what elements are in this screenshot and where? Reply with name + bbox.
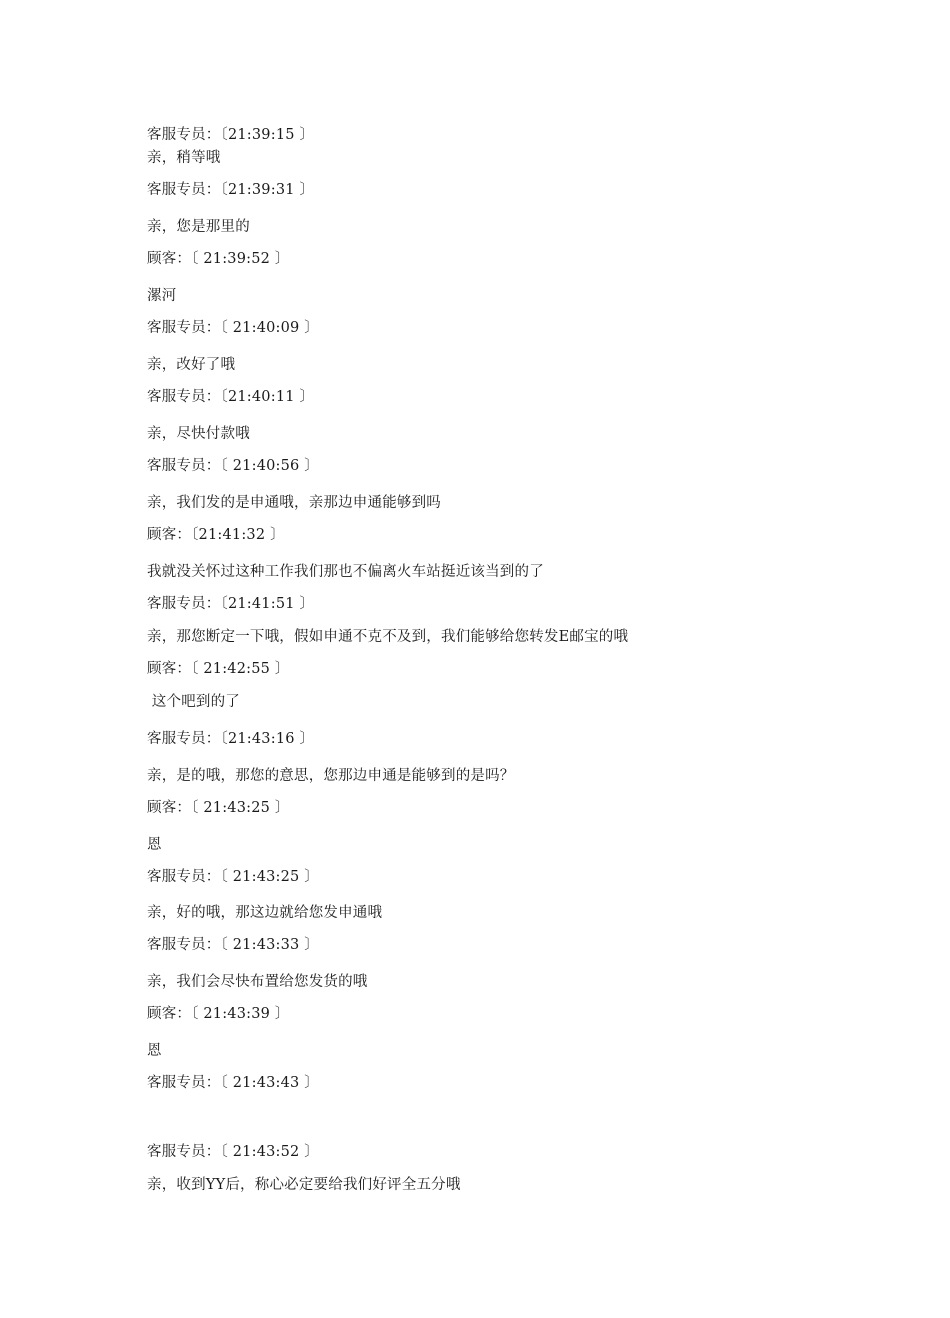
speaker-line: 客服专员：〔 21:40:56 〕 — [147, 458, 319, 474]
speaker-line: 客服专员：〔 21:40:09 〕 — [147, 320, 319, 336]
message-line: 恩 — [147, 837, 162, 853]
speaker-line: 客服专员：〔21:41:51 〕 — [147, 596, 315, 612]
speaker-line: 顾客：〔 21:43:25 〕 — [147, 800, 290, 816]
speaker-line: 客服专员：〔21:43:16 〕 — [147, 731, 315, 747]
message-line: 亲，我们发的是申通哦，亲那边申通能够到吗 — [147, 495, 441, 511]
speaker-line: 客服专员：〔21:39:31 〕 — [147, 182, 315, 198]
speaker-line: 客服专员：〔 21:43:25 〕 — [147, 869, 319, 885]
speaker-line: 顾客：〔 21:43:39 〕 — [147, 1006, 290, 1022]
message-line: 漯河 — [147, 288, 177, 304]
message-line: 我就没关怀过这种工作我们那也不偏离火车站挺近该当到的了 — [147, 564, 544, 580]
message-line: 亲，好的哦，那这边就给您发申通哦 — [147, 905, 383, 921]
speaker-line: 客服专员：〔 21:43:33 〕 — [147, 937, 319, 953]
message-line: 亲，收到YY后，称心必定要给我们好评全五分哦 — [147, 1177, 461, 1193]
speaker-line: 客服专员：〔 21:43:43 〕 — [147, 1075, 319, 1091]
speaker-line: 顾客：〔 21:42:55 〕 — [147, 661, 290, 677]
message-line: 这个吧到的了 — [147, 694, 241, 710]
speaker-line: 客服专员：〔21:40:11 〕 — [147, 389, 315, 405]
message-line: 亲，您是那里的 — [147, 219, 250, 235]
speaker-line: 客服专员：〔 21:43:52 〕 — [147, 1144, 319, 1160]
message-line: 亲，改好了哦 — [147, 357, 236, 373]
speaker-line: 顾客：〔 21:39:52 〕 — [147, 251, 290, 267]
speaker-line: 客服专员：〔21:39:15 〕 — [147, 127, 315, 143]
speaker-line: 顾客：〔21:41:32 〕 — [147, 527, 285, 543]
message-line: 恩 — [147, 1043, 162, 1059]
message-line: 亲，稍等哦 — [147, 150, 221, 166]
message-line: 亲，那您断定一下哦，假如申通不克不及到，我们能够给您转发E邮宝的哦 — [147, 629, 629, 645]
message-line: 亲，尽快付款哦 — [147, 426, 250, 442]
message-line: 亲，我们会尽快布置给您发货的哦 — [147, 974, 368, 990]
message-line: 亲，是的哦，那您的意思，您那边申通是能够到的是吗？ — [147, 768, 515, 784]
